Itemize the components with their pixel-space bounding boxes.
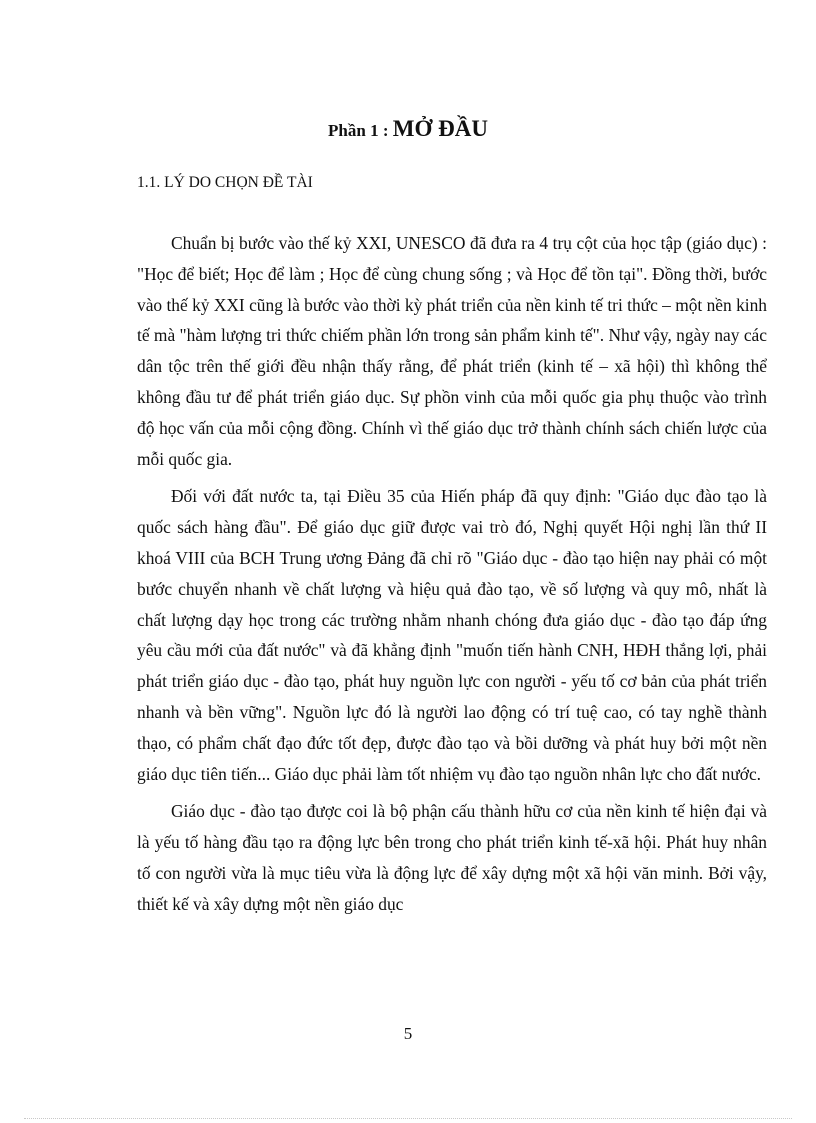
page-bottom-divider <box>24 1118 792 1119</box>
page-number: 5 <box>403 1024 413 1043</box>
section-heading: 1.1. LÝ DO CHỌN ĐỀ TÀI <box>137 174 313 191</box>
chapter-title <box>0 114 816 146</box>
paragraph: Chuẩn bị bước vào thế kỷ XXI, UNESCO đã đưa ra 4 trụ cột của học tập (giáo dục) : "Học để biết; Học để làm ; Học để cùng chung sống ; và Học để tồn tại". Đồng thời, bước vào thế kỷ XXI cũng là bước vào thời kỳ phát triển của nền kinh tế tri thức – một nền kinh tế mà "hàm lượng tri thức chiếm phần lớn trong sản phẩm kinh tế". Như vậy, ngày nay các dân tộc trên thế giới đều nhận thấy rằng, để phát triển (kinh tế – xã hội) thì không thể không đầu tư để phát triển giáo dục. Sự phồn vinh của mỗi quốc gia phụ thuộc vào trình độ học vấn của mỗi cộng đồng. Chính vì thế giáo dục trở thành chính sách chiến lược của mỗi quốc gia. <box>137 233 767 469</box>
body-text <box>137 228 767 927</box>
chapter-title-prefix: Phần 1 : <box>328 121 393 140</box>
chapter-title-main: MỞ ĐẦU <box>392 116 488 141</box>
paragraph: Đối với đất nước ta, tại Điều 35 của Hiến pháp đã quy định: "Giáo dục đào tạo là quốc sách hàng đầu". Để giáo dục giữ được vai trò đó, Nghị quyết Hội nghị lần thứ II khoá VIII của BCH Trung ương Đảng đã chỉ rõ "Giáo dục - đào tạo hiện nay phải có một bước chuyển nhanh về chất lượng và hiệu quả đào tạo, về số lượng và quy mô, nhất là chất lượng dạy học trong các trường nhằm nhanh chóng đưa giáo dục - đào tạo đáp ứng yêu cầu mới của đất nước" và đã khẳng định "muốn tiến hành CNH, HĐH thắng lợi, phải phát triển giáo dục - đào tạo, phát huy nguồn lực con người - yếu tố cơ bản của phát triển nhanh và bền vững". Nguồn lực đó là người lao động có trí tuệ cao, có tay nghề thành thạo, có phẩm chất đạo đức tốt đẹp, được đào tạo và bồi dưỡng và phát huy bởi một nền giáo dục tiên tiến... Giáo dục phải làm tốt nhiệm vụ đào tạo nguồn nhân lực cho đất nước. <box>137 486 767 784</box>
paragraph: Giáo dục - đào tạo được coi là bộ phận cấu thành hữu cơ của nền kinh tế hiện đại và là yếu tố hàng đầu tạo ra động lực bên trong cho phát triển kinh tế-xã hội. Phát huy nhân tố con người vừa là mục tiêu vừa là động lực để xây dựng một xã hội văn minh. Bởi vậy, thiết kế và xây dựng một nền giáo dục <box>137 801 767 914</box>
